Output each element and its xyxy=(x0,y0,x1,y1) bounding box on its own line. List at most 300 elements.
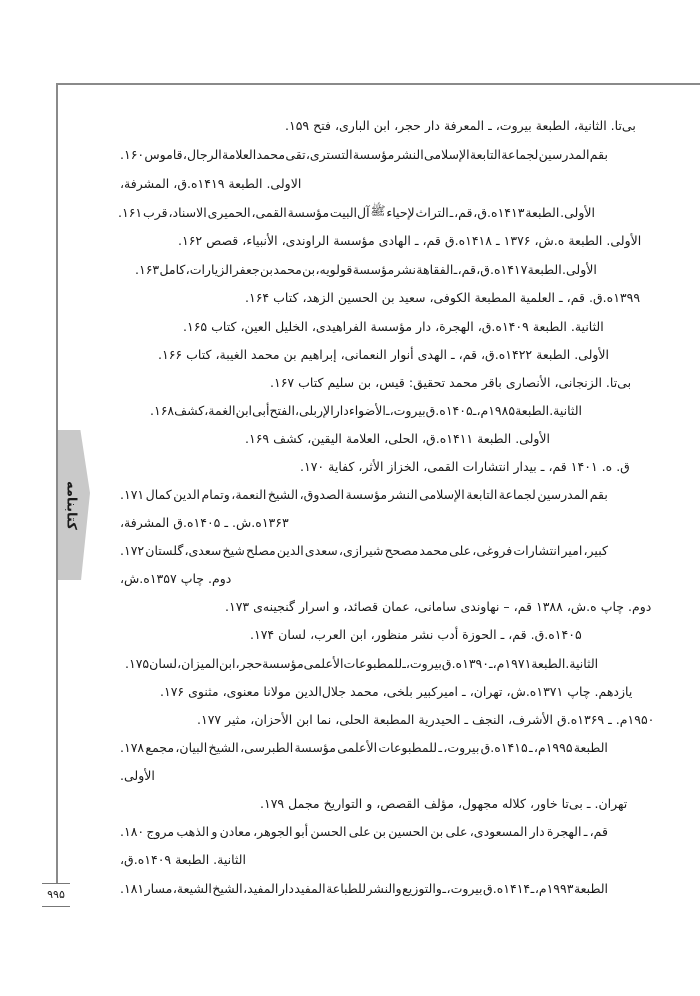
word: ۱۴۱۸ه.ق xyxy=(444,232,492,248)
word: قرب xyxy=(142,204,168,220)
word: الأولى. xyxy=(560,204,595,220)
word: بلخى، xyxy=(382,683,413,699)
word: مؤسسة xyxy=(333,232,375,248)
bibliography-line xyxy=(120,879,608,897)
bibliography-line xyxy=(120,822,608,840)
bibliography-line xyxy=(120,541,608,559)
word: التواريخ xyxy=(323,795,363,811)
word: المطبعة xyxy=(474,289,516,305)
word: الأعلمى xyxy=(303,655,344,671)
word: ـ xyxy=(462,683,466,699)
word: و xyxy=(366,795,373,811)
word: محمد xyxy=(449,374,478,390)
word: بيروت، xyxy=(405,655,442,671)
word: ـ xyxy=(472,402,477,418)
word: المفيد، xyxy=(243,880,279,896)
word: نما xyxy=(316,711,332,727)
word: الجوهر، xyxy=(253,823,293,839)
word: انتشارات xyxy=(513,542,561,558)
word: ابن xyxy=(296,711,313,727)
page-number: ۹۹۵ xyxy=(42,883,70,907)
word: قم، xyxy=(454,204,473,220)
word: عمان xyxy=(382,598,410,614)
word: ۱۷۹. xyxy=(260,795,285,811)
word: المشرفة، xyxy=(120,514,170,530)
word: والنشر xyxy=(366,880,402,896)
word: كامل xyxy=(159,261,186,277)
word: العلامة xyxy=(222,146,257,162)
word: ـ xyxy=(558,289,563,305)
word: على xyxy=(449,542,472,558)
word: القمى، xyxy=(423,458,459,474)
word: التراث xyxy=(415,204,449,220)
word: قم، xyxy=(457,261,476,277)
word: قصص xyxy=(206,232,239,248)
word: الطبعة xyxy=(175,851,210,867)
word: ۱۴۱۴ه.ق xyxy=(483,880,531,896)
word: ۱۳۸۸ xyxy=(536,598,563,614)
bibliography-line xyxy=(135,260,597,278)
word: شيخ xyxy=(222,542,245,558)
word: الأثر، xyxy=(358,458,384,474)
word: ۱۶۳. xyxy=(135,261,160,277)
bibliography-line xyxy=(245,429,550,447)
word: المدرسين xyxy=(538,146,590,162)
word: الطبعة xyxy=(527,261,562,277)
word: ـ xyxy=(402,655,406,671)
word: المدرسين xyxy=(537,486,589,502)
word: المفيد xyxy=(294,880,326,896)
bibliography-line xyxy=(125,654,599,672)
word: الحسن xyxy=(310,823,347,839)
word: الهادى xyxy=(378,232,411,248)
word: الطبعة xyxy=(536,346,571,362)
word: ۱۴۱۳ه.ق، xyxy=(473,204,525,220)
word: وتمام xyxy=(201,486,230,502)
word: ـ xyxy=(464,711,468,727)
word: المعرفة xyxy=(443,117,485,133)
word: ۱۸۰. xyxy=(120,823,145,839)
word: اميركبير xyxy=(416,683,459,699)
bibliography-line xyxy=(118,203,595,221)
word: الحلى، xyxy=(335,711,370,727)
word: قم، xyxy=(513,598,532,614)
word: ـ xyxy=(495,232,500,248)
word: الهجرة xyxy=(546,823,582,839)
word: العين، xyxy=(240,318,272,334)
word: على xyxy=(445,823,468,839)
word: الأولى. xyxy=(120,767,155,783)
word: ۱۹۸۵م، xyxy=(476,402,516,418)
word: الطبرسى، xyxy=(240,739,294,755)
word: ۱۳۵۷ه.ش، xyxy=(120,570,177,586)
word: مؤسسة xyxy=(287,204,330,220)
word: بيروت، xyxy=(495,117,532,133)
word: الحلى، xyxy=(384,430,419,446)
word: بيدار xyxy=(513,458,537,474)
word: الهجرة، xyxy=(435,318,474,334)
word: مؤسسة xyxy=(370,318,413,334)
word: ۱۷۶. xyxy=(160,683,185,699)
bibliography-line xyxy=(120,513,289,531)
word: الطبعة xyxy=(535,117,570,133)
word: الرجال، xyxy=(182,146,222,162)
word: ۱۹۵۰م. xyxy=(615,711,655,727)
word: على xyxy=(348,823,371,839)
word: دار xyxy=(416,318,432,334)
word: مجمع xyxy=(145,739,175,755)
word: للمطبوعات xyxy=(343,655,403,671)
word: معنوى، xyxy=(222,683,260,699)
word: فتح xyxy=(313,117,331,133)
word: الأنصارى xyxy=(505,374,551,390)
word: الإسلامى xyxy=(419,486,465,502)
word: الأحزان، xyxy=(250,711,293,727)
word: بن xyxy=(283,346,297,362)
word: ـ xyxy=(500,626,505,642)
word: الشيعة، xyxy=(172,880,212,896)
word: باقر xyxy=(481,374,502,390)
word: والتوزيع xyxy=(402,880,442,896)
word: مؤسسة xyxy=(294,739,336,755)
word: ـ xyxy=(488,655,493,671)
word: لجماعة xyxy=(498,486,536,502)
word: ۱۷۳. xyxy=(225,598,250,614)
word: چاپ xyxy=(180,570,204,586)
word: الاولى. xyxy=(266,175,302,191)
word: شيرازى، xyxy=(338,542,384,558)
word: الشيخ xyxy=(208,739,239,755)
word: يازدهم. xyxy=(594,683,633,699)
bibliography-line xyxy=(300,457,630,475)
word: ۱۴۰۱ xyxy=(570,458,598,474)
word: محمد xyxy=(251,346,280,362)
bibliography-line xyxy=(225,597,651,615)
word: ۱۸۱. xyxy=(120,880,145,896)
word: دوم. xyxy=(628,598,652,614)
word: بن xyxy=(372,823,386,839)
word: أنوار xyxy=(390,346,414,362)
word: أدب xyxy=(437,626,459,642)
word: القصص، xyxy=(376,795,421,811)
word: محمد xyxy=(256,146,286,162)
bibliography-line xyxy=(158,345,609,363)
word: گنجينه‌ى xyxy=(253,598,295,614)
word: ۱۳۷۱ه.ش، xyxy=(506,683,564,699)
word: خاور، xyxy=(529,795,558,811)
word: الأضواء xyxy=(348,402,386,418)
bibliography-line xyxy=(178,231,641,249)
word: امير xyxy=(561,542,583,558)
word: كشف xyxy=(174,402,205,418)
word: ۱۷۴. xyxy=(250,626,275,642)
bibliography-line xyxy=(285,116,636,134)
bibliography-line xyxy=(120,485,608,503)
word: بى‌تا. xyxy=(605,374,632,390)
word: الثانية. xyxy=(213,851,246,867)
word: الميزان، xyxy=(177,655,219,671)
word: الهدى xyxy=(417,346,447,362)
word: الخزاز xyxy=(387,458,420,474)
word: سليم xyxy=(327,374,355,390)
word: جعفر xyxy=(232,261,260,277)
word: ه.ش، xyxy=(566,598,597,614)
word: ۱۵۹. xyxy=(285,117,310,133)
word: دار xyxy=(278,880,294,896)
word: ـ xyxy=(224,514,229,530)
word: الثانية. xyxy=(570,318,604,334)
word: تهران، xyxy=(469,683,503,699)
word: الغيبة، xyxy=(215,346,248,362)
word: ۱۳۶۹ه.ق xyxy=(557,711,605,727)
word: چاپ xyxy=(567,683,591,699)
word: تقى xyxy=(285,146,306,162)
word: مصحح xyxy=(384,542,419,558)
word: ۱۷۷. xyxy=(197,711,222,727)
word: الزنجانى، xyxy=(554,374,602,390)
word: البيان، xyxy=(175,739,208,755)
word: بيروت، xyxy=(389,402,426,418)
word: گلستان xyxy=(145,542,184,558)
word: ۱۹۹۵م، xyxy=(533,739,573,755)
word: الطبعة xyxy=(568,232,603,248)
word: محمد xyxy=(273,261,302,277)
word: ۱۷۸. xyxy=(120,739,145,755)
word: الحسين xyxy=(337,289,378,305)
word: مثنوى xyxy=(188,683,219,699)
word: ۱۴۰۵ه.ق xyxy=(425,402,473,418)
word: نشر xyxy=(394,261,416,277)
word: آل‌البيت xyxy=(329,204,370,220)
word: أبو xyxy=(294,823,309,839)
word: الأولى. xyxy=(574,346,610,362)
word: الفراهيدى، xyxy=(311,318,367,334)
word: ۱۷۲. xyxy=(120,542,145,558)
word: ـ xyxy=(583,823,588,839)
word: ـ xyxy=(586,795,591,811)
bibliography-line xyxy=(120,738,608,756)
word: القمى، xyxy=(251,204,287,220)
word: العلامة xyxy=(345,430,381,446)
bibliography-line xyxy=(150,401,582,419)
word: ﷺ xyxy=(370,202,386,218)
word: سعدى xyxy=(304,542,338,558)
word: لإحياء xyxy=(386,204,415,220)
word: انتشارات xyxy=(462,458,510,474)
word: مسار xyxy=(144,880,173,896)
word: ۱۴۰۹ه.ق، xyxy=(120,851,172,867)
word: بقم xyxy=(589,486,608,502)
word: كتاب xyxy=(186,346,212,362)
word: ۱۶۲. xyxy=(178,232,203,248)
word: ۱۶۰. xyxy=(120,146,145,162)
word: الطبعة xyxy=(477,430,512,446)
bibliography-line xyxy=(120,174,301,192)
word: الطبعة xyxy=(573,880,608,896)
word: بى‌تا. xyxy=(610,117,636,133)
word: المسعودى، xyxy=(469,823,528,839)
word: ۱۳۹۹ه.ق. xyxy=(589,289,641,305)
word: بيروت، xyxy=(446,880,483,896)
word: بيروت، xyxy=(443,739,480,755)
word: قاموس xyxy=(144,146,183,162)
word: الحسين xyxy=(388,823,428,839)
word: الدين xyxy=(276,542,304,558)
word: چاپ xyxy=(600,598,624,614)
bibliography-line xyxy=(160,682,632,700)
word: ۱۴۲۲ه.ق، xyxy=(481,346,533,362)
word: الثانية. xyxy=(549,402,582,418)
word: الراوندى، xyxy=(281,232,330,248)
word: الإربلى، xyxy=(294,402,334,418)
word: الذهب xyxy=(176,823,210,839)
word: ابن xyxy=(235,402,253,418)
word: كتاب xyxy=(211,318,237,334)
word: مؤلف xyxy=(424,795,454,811)
word: قم، xyxy=(422,232,441,248)
word: معادن xyxy=(219,823,251,839)
word: ۱۶۶. xyxy=(158,346,183,362)
word: حجر، xyxy=(235,655,263,671)
word: كشف xyxy=(273,430,304,446)
word: ـ xyxy=(453,261,458,277)
word: قم، xyxy=(589,823,608,839)
word: بن xyxy=(358,374,372,390)
word: ابن xyxy=(350,626,367,642)
bibliography-line xyxy=(270,373,631,391)
word: الزهد، xyxy=(302,289,334,305)
bibliography-line xyxy=(245,288,640,306)
word: الأشرف، xyxy=(508,711,554,727)
word: دار xyxy=(529,823,545,839)
word: الكوفى، xyxy=(429,289,471,305)
word: ۱۳۶۳ه.ش. xyxy=(232,514,289,530)
word: إبراهيم xyxy=(300,346,337,362)
word: قم، xyxy=(566,289,585,305)
word: المطبعة xyxy=(373,711,415,727)
word: لجماعة xyxy=(501,146,539,162)
word: ـ xyxy=(385,402,390,418)
word: و xyxy=(333,598,340,614)
word: لسان xyxy=(149,655,178,671)
word: ـ xyxy=(608,711,612,727)
word: الفتح xyxy=(269,402,295,418)
word: بقم xyxy=(589,146,608,162)
word: أبى xyxy=(252,402,270,418)
word: الطبعة xyxy=(532,318,567,334)
word: كتاب xyxy=(298,374,324,390)
word: الاسناد، xyxy=(168,204,207,220)
word: قولويه، xyxy=(315,261,353,277)
word: الفقاهة xyxy=(416,261,454,277)
word: منظور، xyxy=(370,626,408,642)
word: الحيدرية xyxy=(418,711,461,727)
word: – xyxy=(503,598,510,614)
word: قصائد، xyxy=(343,598,379,614)
word: ه. xyxy=(601,458,613,474)
word: الخليل xyxy=(275,318,308,334)
bibliography-line xyxy=(183,317,604,335)
word: النعمانى، xyxy=(340,346,387,362)
word: ۱۴۱۷ه.ق، xyxy=(476,261,528,277)
word: محمد xyxy=(350,683,379,699)
word: الحميرى xyxy=(207,204,251,220)
word: ابن xyxy=(218,655,236,671)
word: بن xyxy=(430,823,444,839)
word: ۱۷۵. xyxy=(125,655,150,671)
word: الثانية، xyxy=(573,117,607,133)
word: الشيخ xyxy=(267,486,299,502)
word: مثير xyxy=(225,711,247,727)
word: ۱۴۱۱ه.ق، xyxy=(422,430,474,446)
word: الأولى. xyxy=(562,261,597,277)
word: دار xyxy=(333,402,349,418)
word: مولانا xyxy=(263,683,291,699)
word: مجهول، xyxy=(457,795,499,811)
word: ۱۳۹۰ه.ق xyxy=(441,655,489,671)
word: الأعلمى xyxy=(337,739,378,755)
word: الأنبياء، xyxy=(242,232,278,248)
word: ۱۶۱. xyxy=(118,204,143,220)
word: ۱۴۰۵ه.ق xyxy=(173,514,221,530)
word: الطبعة xyxy=(525,204,560,220)
word: قيس، xyxy=(375,374,405,390)
word: النشر xyxy=(388,486,418,502)
section-tab-label: کتابنامه xyxy=(63,480,79,530)
word: كبير، xyxy=(583,542,608,558)
word: كتاب xyxy=(273,289,299,305)
word: ۱۹۷۱م، xyxy=(492,655,532,671)
word: مؤسسة xyxy=(262,655,304,671)
word: الغمة، xyxy=(204,402,236,418)
bibliography-line xyxy=(120,569,231,587)
word: البارى، xyxy=(334,117,370,133)
word: العلمية xyxy=(519,289,555,305)
word: كفاية xyxy=(328,458,355,474)
word: ـ xyxy=(528,739,533,755)
word: اليقين، xyxy=(307,430,342,446)
word: سعيد xyxy=(398,289,426,305)
word: كلاله xyxy=(502,795,526,811)
word: ۱۶۸. xyxy=(150,402,175,418)
word: الثانية. xyxy=(565,655,599,671)
word: ۱۷۱. xyxy=(120,486,145,502)
word: ۱۶۹. xyxy=(245,430,270,446)
word: ۱۳۷۶ xyxy=(503,232,531,248)
word: قم، xyxy=(508,626,527,642)
bibliography-line xyxy=(197,710,654,728)
word: ـ xyxy=(449,204,454,220)
word: ـ xyxy=(451,346,455,362)
word: تهران. xyxy=(594,795,628,811)
word: حجر، xyxy=(394,117,421,133)
word: جلال‌الدين xyxy=(294,683,347,699)
word: الحوزة xyxy=(462,626,497,642)
word: الدين xyxy=(173,486,201,502)
word: لسان xyxy=(278,626,307,642)
bibliography-line xyxy=(120,145,608,163)
word: العرب، xyxy=(310,626,347,642)
header-rule xyxy=(56,83,700,85)
word: الصدوق، xyxy=(299,486,345,502)
word: نشر xyxy=(411,626,434,642)
word: ۱۴۱۵ه.ق xyxy=(480,739,528,755)
word: ۱۷۰. xyxy=(300,458,325,474)
word: اسرار xyxy=(298,598,330,614)
word: الأولى. xyxy=(515,430,551,446)
word: بى‌تا xyxy=(561,795,583,811)
word: تحقيق: xyxy=(408,374,446,390)
